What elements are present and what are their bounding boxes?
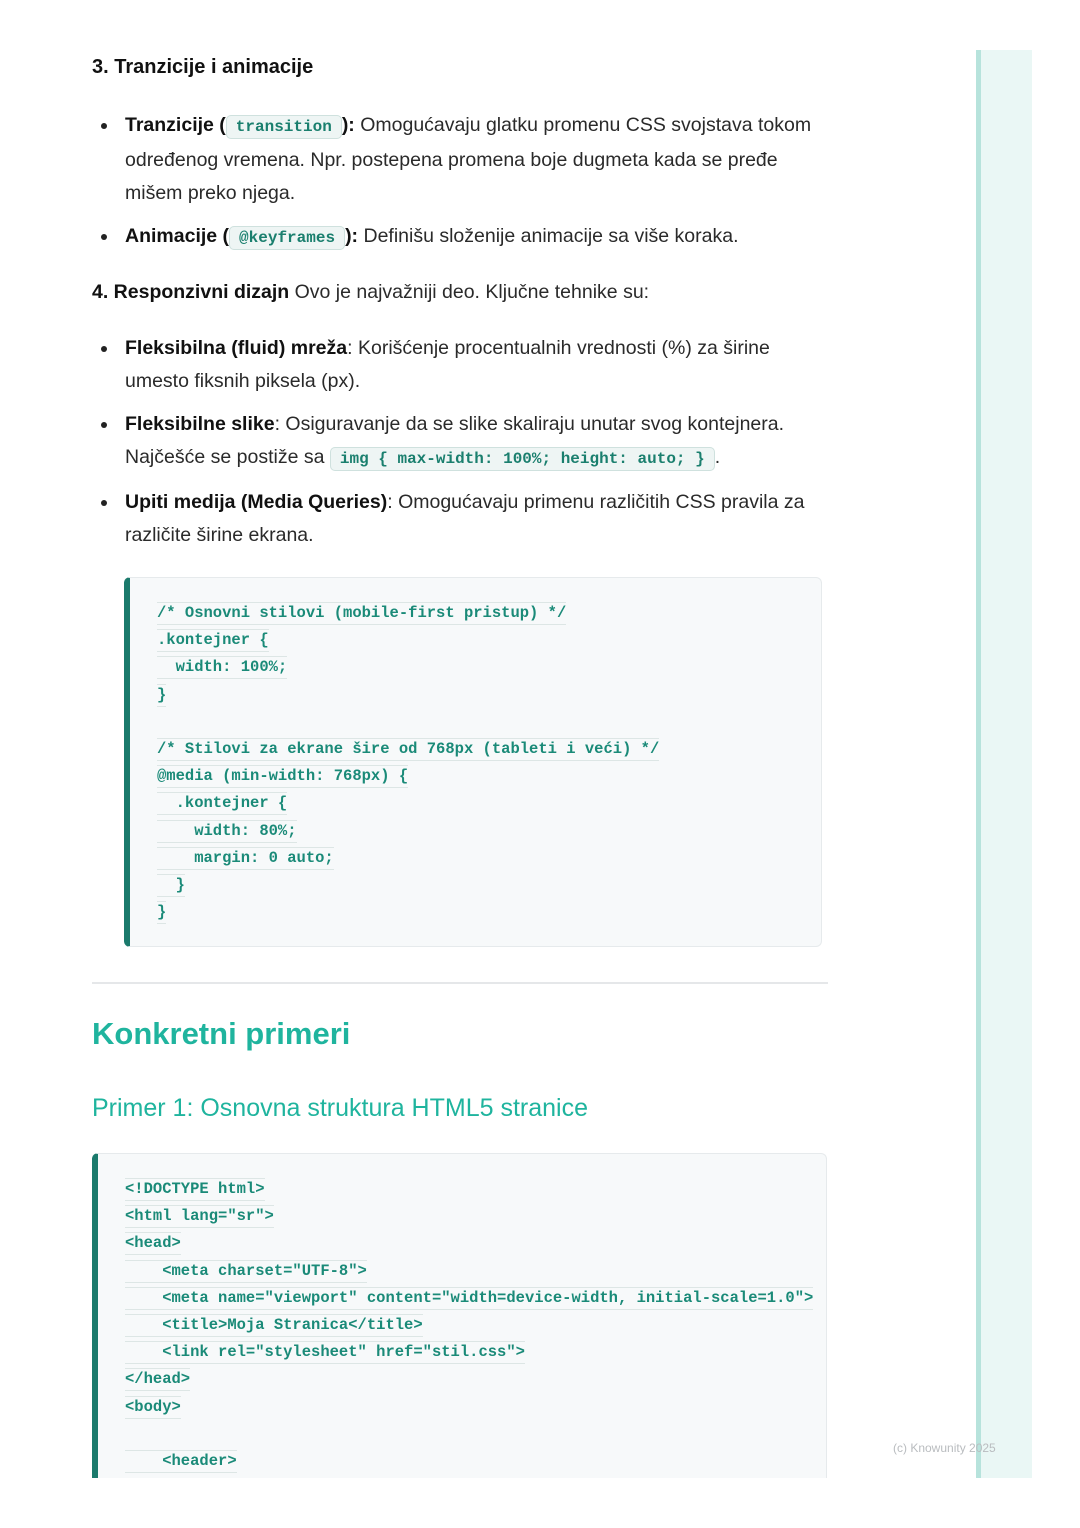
code-line bbox=[125, 1178, 826, 1205]
section-heading-transitions: 3. Tranzicije i animacije bbox=[92, 56, 314, 78]
responsive-list bbox=[92, 332, 828, 562]
item-term-end: ): bbox=[341, 114, 355, 136]
code-text: } bbox=[157, 874, 185, 897]
list-item bbox=[92, 332, 828, 398]
copyright-footer: (c) Knowunity 2025 bbox=[893, 1441, 996, 1455]
code-line bbox=[125, 1287, 826, 1314]
code-line bbox=[157, 792, 821, 819]
section-heading-responsive bbox=[92, 276, 649, 309]
code-text: } bbox=[157, 901, 166, 924]
code-line bbox=[157, 684, 821, 711]
examples-heading: Konkretni primeri bbox=[92, 1016, 351, 1051]
code-text: <head> bbox=[125, 1232, 181, 1255]
section-title: 4. Responzivni dizajn bbox=[92, 281, 290, 303]
code-line bbox=[157, 738, 821, 765]
item-text: : Omogućavaju primenu različitih CSS pravila za različite širine ekrana. bbox=[125, 491, 805, 546]
code-text: <!DOCTYPE html> bbox=[125, 1178, 265, 1201]
inline-code: transition bbox=[226, 115, 342, 139]
item-text: Omogućavaju glatku promenu CSS svojstava tokom određenog vremena. Npr. postepena promena boje dugmeta kada se pređe mišem preko njega. bbox=[125, 114, 812, 204]
code-text: <meta charset="UTF-8"> bbox=[125, 1260, 367, 1283]
code-line bbox=[125, 1232, 826, 1259]
css-code-block bbox=[124, 577, 822, 947]
code-text: } bbox=[157, 684, 166, 707]
code-line bbox=[125, 1450, 826, 1477]
code-line bbox=[125, 1341, 826, 1368]
code-text: <meta name="viewport" content="width=device-width, initial-scale=1.0"> bbox=[125, 1287, 813, 1310]
code-text: <html lang="sr"> bbox=[125, 1205, 274, 1228]
code-line bbox=[157, 820, 821, 847]
list-item bbox=[92, 408, 828, 476]
code-text: @media (min-width: 768px) { bbox=[157, 765, 408, 788]
code-text: <header> bbox=[125, 1450, 237, 1473]
code-line bbox=[157, 901, 821, 928]
item-text: : Korišćenje procentualnih vrednosti (%) za širine umesto fiksnih piksela (px). bbox=[125, 337, 770, 392]
item-term-end: ): bbox=[345, 225, 359, 247]
item-term: Upiti medija (Media Queries) bbox=[125, 491, 388, 513]
example1-heading: Primer 1: Osnovna struktura HTML5 stranice bbox=[92, 1094, 588, 1122]
code-line bbox=[125, 1205, 826, 1232]
code-line bbox=[125, 1423, 826, 1450]
code-line bbox=[157, 765, 821, 792]
code-line bbox=[157, 711, 821, 738]
code-text: </head> bbox=[125, 1368, 190, 1391]
code-text: width: 100%; bbox=[157, 656, 287, 679]
item-text: : Osiguravanje da se slike skaliraju unutar svog kontejnera. Najčešće se postiže sa bbox=[125, 413, 785, 468]
html-code-block bbox=[92, 1153, 827, 1478]
code-text: /* Osnovni stilovi (mobile-first pristup) */ bbox=[157, 602, 566, 625]
inline-code: img { max-width: 100%; height: auto; } bbox=[330, 447, 715, 471]
item-text: Definišu složenije animacije sa više koraka. bbox=[358, 225, 739, 247]
item-term: Animacije ( bbox=[125, 225, 230, 247]
code-text: <title>Moja Stranica</title> bbox=[125, 1314, 423, 1337]
section-intro: Ovo je najvažniji deo. Ključne tehnike su: bbox=[289, 281, 650, 303]
item-term: Fleksibilna (fluid) mreža bbox=[125, 337, 348, 359]
transitions-list bbox=[92, 109, 828, 265]
code-line bbox=[125, 1260, 826, 1287]
list-item bbox=[92, 109, 828, 210]
inline-code: @keyframes bbox=[229, 226, 345, 250]
code-text: width: 80%; bbox=[157, 820, 297, 843]
code-line bbox=[157, 629, 821, 656]
code-text: margin: 0 auto; bbox=[157, 847, 334, 870]
code-line bbox=[125, 1368, 826, 1395]
code-text: .kontejner { bbox=[157, 792, 287, 815]
code-line bbox=[157, 602, 821, 629]
code-line bbox=[125, 1314, 826, 1341]
section-divider bbox=[92, 982, 828, 984]
code-text: <body> bbox=[125, 1396, 181, 1419]
list-item bbox=[92, 486, 828, 552]
item-text-end: . bbox=[714, 446, 721, 468]
code-text: <link rel="stylesheet" href="stil.css"> bbox=[125, 1341, 525, 1364]
code-text: .kontejner { bbox=[157, 629, 269, 652]
code-line bbox=[125, 1396, 826, 1423]
item-term: Fleksibilne slike bbox=[125, 413, 275, 435]
code-line bbox=[157, 847, 821, 874]
list-item bbox=[92, 220, 828, 255]
side-panel bbox=[976, 50, 1032, 1478]
code-text: /* Stilovi za ekrane šire od 768px (tableti i veći) */ bbox=[157, 738, 659, 761]
item-term: Tranzicije ( bbox=[125, 114, 226, 136]
code-line bbox=[157, 874, 821, 901]
code-line bbox=[157, 656, 821, 683]
